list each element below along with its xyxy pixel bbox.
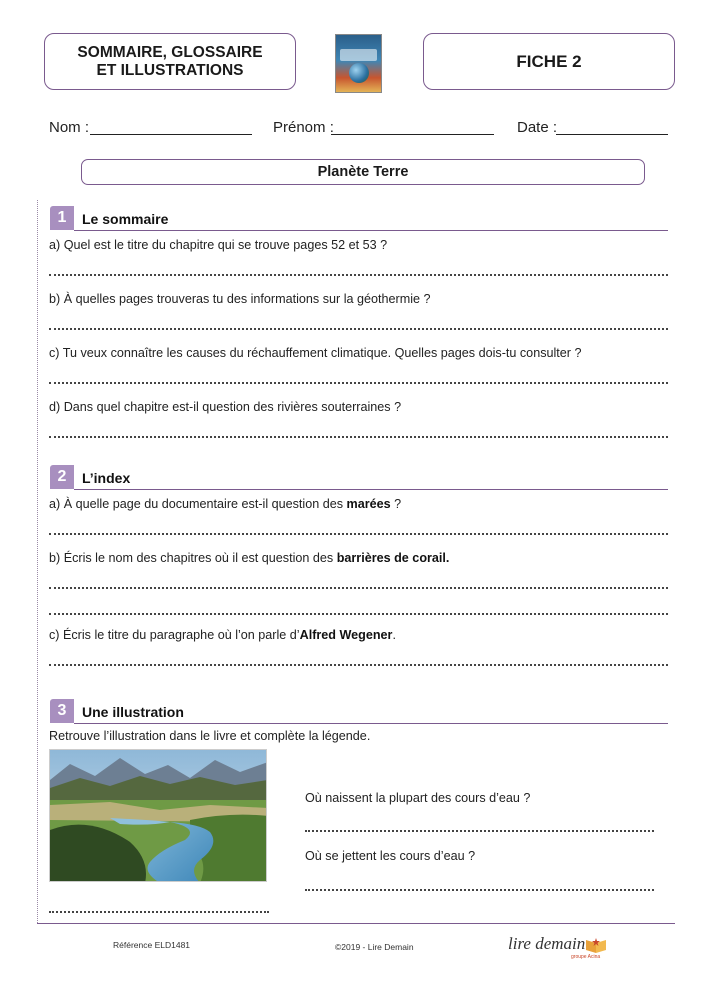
sheet-number: FICHE 2 xyxy=(516,51,582,71)
prenom-field[interactable] xyxy=(331,134,494,135)
section-2-rule xyxy=(74,489,668,490)
publisher-logo xyxy=(508,934,608,962)
s2-question-c-keyword: Alfred Wegener xyxy=(299,628,393,642)
prenom-label: Prénom : xyxy=(273,119,334,136)
section-3-number: 3 xyxy=(50,699,74,723)
footer-rule xyxy=(37,923,675,924)
section-3-title: Une illustration xyxy=(82,704,184,720)
s2-answer-b-line1[interactable] xyxy=(49,587,668,589)
section-1-title: Le sommaire xyxy=(82,211,169,227)
s1-answer-a[interactable] xyxy=(49,274,668,276)
nom-field[interactable] xyxy=(90,134,252,135)
section-3-rule xyxy=(74,723,668,724)
s1-question-b: b) À quelles pages trouveras tu des informations sur la géothermie ? xyxy=(49,292,431,306)
s2-question-c: c) Écris le titre du paragraphe où l’on parle d’Alfred Wegener. xyxy=(49,628,396,642)
worksheet-title-line2: ET ILLUSTRATIONS xyxy=(96,61,244,79)
worksheet-title-line1: SOMMAIRE, GLOSSAIRE xyxy=(77,43,263,61)
footer-copyright: ©2019 - Lire Demain xyxy=(335,942,414,952)
section-2-number: 2 xyxy=(50,465,74,489)
date-field[interactable] xyxy=(556,134,668,135)
s2-answer-b-line2[interactable] xyxy=(49,613,668,615)
s2-answer-a[interactable] xyxy=(49,533,668,535)
river-landscape-image xyxy=(50,750,267,882)
cover-title-strip xyxy=(340,49,377,61)
s1-question-d: d) Dans quel chapitre est-il question des rivières souterraines ? xyxy=(49,400,402,414)
s1-question-c: c) Tu veux connaître les causes du réchauffement climatique. Quelles pages dois-tu consulter ? xyxy=(49,346,582,360)
s2-question-b-keyword: barrières de corail. xyxy=(336,551,450,565)
section-1-number: 1 xyxy=(50,206,74,230)
date-label: Date : xyxy=(517,119,558,136)
s2-question-a-keyword: marées xyxy=(346,497,391,511)
nom-label: Nom : xyxy=(49,119,90,136)
s3-question-2: Où se jettent les cours d’eau ? xyxy=(305,849,476,863)
book-cover-thumbnail xyxy=(335,34,382,93)
sheet-number-box xyxy=(423,33,675,90)
topic-banner-text: Planète Terre xyxy=(317,164,409,180)
river-landscape-photo xyxy=(49,749,267,882)
globe-icon xyxy=(349,63,369,83)
topic-banner xyxy=(81,159,645,185)
publisher-logo-subtext: groupe Acina xyxy=(571,954,601,960)
content-frame-left xyxy=(37,200,38,923)
s3-instruction: Retrouve l’illustration dans le livre et complète la légende. xyxy=(49,729,371,743)
s3-caption-answer[interactable] xyxy=(49,911,269,913)
s3-answer-2[interactable] xyxy=(305,889,654,891)
s3-answer-1[interactable] xyxy=(305,830,654,832)
section-1-rule xyxy=(74,230,668,231)
s1-answer-c[interactable] xyxy=(49,382,668,384)
s3-question-1: Où naissent la plupart des cours d’eau ? xyxy=(305,791,531,805)
s2-question-a: a) À quelle page du documentaire est-il question des marées ? xyxy=(49,497,402,511)
open-book-icon xyxy=(584,936,608,954)
s1-answer-b[interactable] xyxy=(49,328,668,330)
publisher-logo-text: lire demain xyxy=(508,934,586,953)
section-2-title: L’index xyxy=(82,470,131,486)
s2-question-b: b) Écris le nom des chapitres où il est question des barrières de corail. xyxy=(49,551,450,565)
s1-answer-d[interactable] xyxy=(49,436,668,438)
s2-answer-c[interactable] xyxy=(49,664,668,666)
s1-question-a: a) Quel est le titre du chapitre qui se trouve pages 52 et 53 ? xyxy=(49,238,388,252)
worksheet-title-box xyxy=(44,33,296,90)
footer-reference: Référence ELD1481 xyxy=(113,940,191,950)
